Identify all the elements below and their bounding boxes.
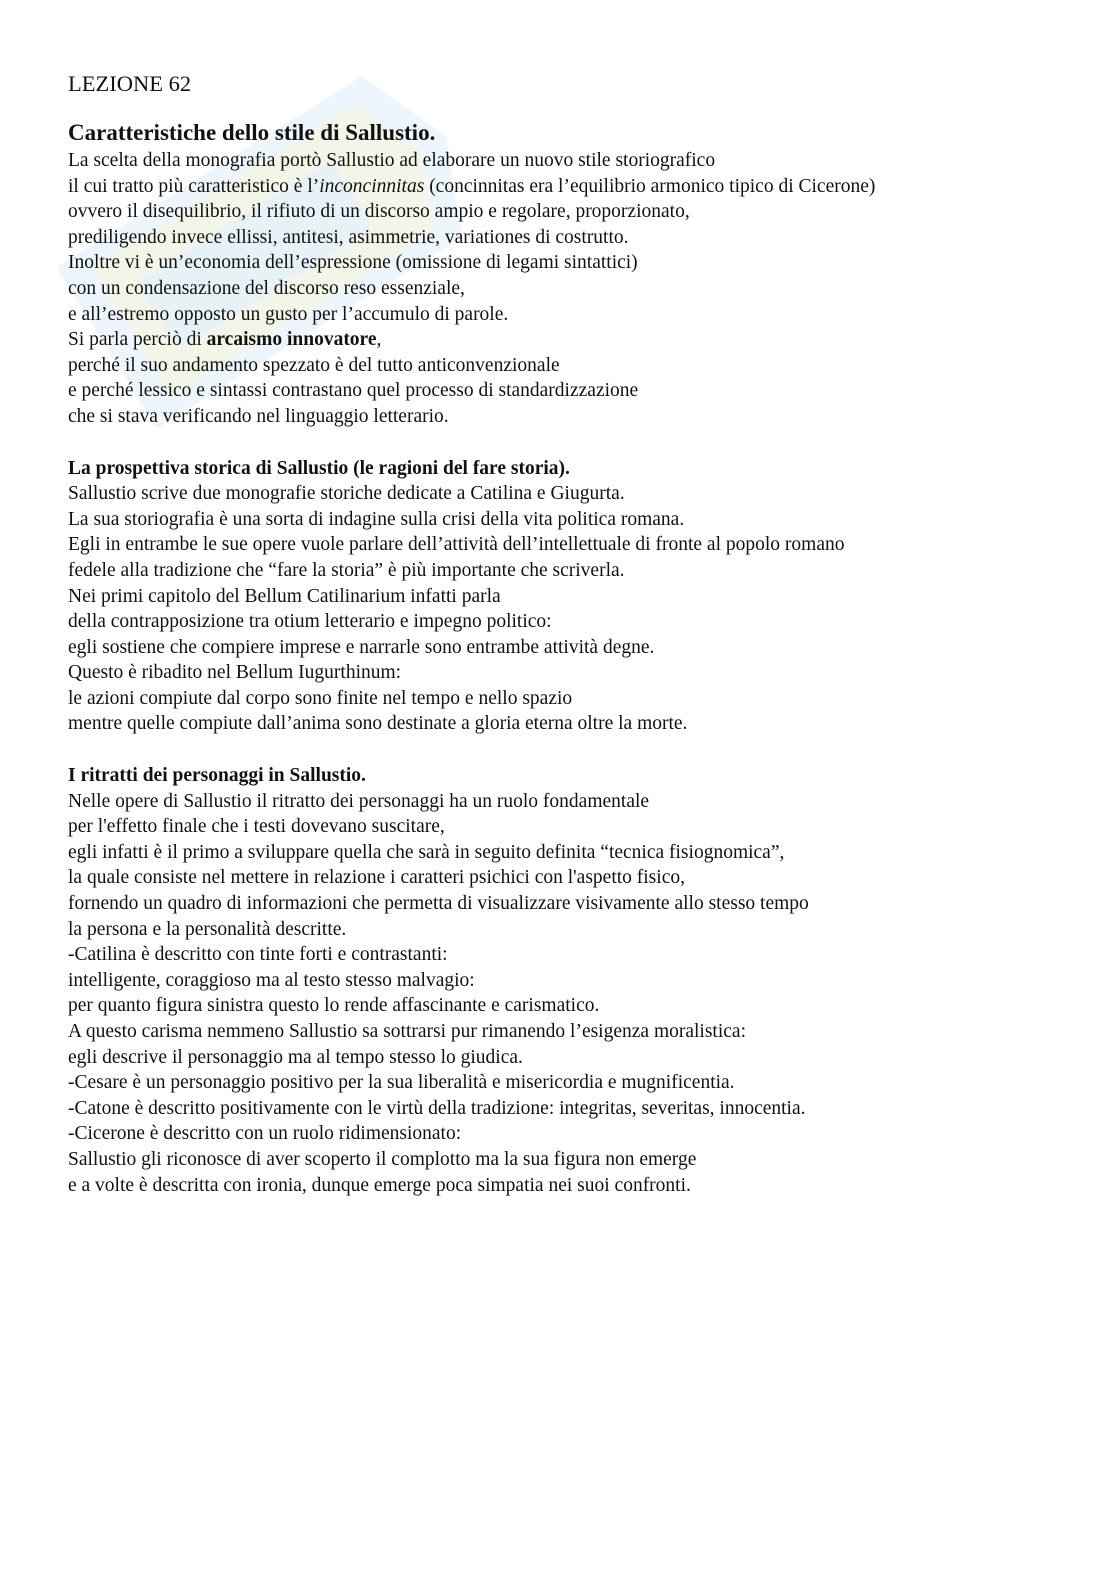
text-line: La scelta della monografia portò Sallustio ad elaborare un nuovo stile storiografico	[68, 150, 716, 171]
text-line: Inoltre vi è un’economia dell’espressione (omissione di legami sintattici)	[68, 252, 638, 274]
text-line: A questo carisma nemmeno Sallustio sa sottrarsi pur rimanendo l’esigenza moralistica:	[68, 1021, 746, 1042]
text-line: mentre quelle compiute dall’anima sono destinate a gloria eterna oltre la morte.	[68, 713, 688, 735]
text-line: -Catilina è descritto con tinte forti e contrastanti:	[68, 944, 448, 966]
text-line: che si stava verificando nel linguaggio letterario.	[68, 405, 449, 427]
text-line: il cui tratto più caratteristico è l’inconcinnitas (concinnitas era l’equilibrio armonico tipico di Cicerone)	[68, 175, 876, 197]
text-line: la quale consiste nel mettere in relazione i caratteri psichici con l'aspetto fisico,	[68, 867, 685, 889]
text-line: -Catone è descritto positivamente con le virtù della tradizione: integritas, severitas, innocentia.	[68, 1097, 806, 1119]
text-line: Sallustio scrive due monografie storiche dedicate a Catilina e Giugurta.	[68, 483, 625, 505]
text-line: con un condensazione del discorso reso essenziale,	[68, 277, 465, 299]
text-line: egli sostiene che compiere imprese e narrarle sono entrambe attività degne.	[68, 636, 655, 658]
lesson-label: LEZIONE 62	[68, 71, 192, 96]
text-line: -Cicerone è descritto con un ruolo ridimensionato:	[68, 1123, 462, 1145]
text-line: per quanto figura sinistra questo lo rende affascinante e carismatico.	[68, 995, 600, 1017]
text-line: e perché lessico e sintassi contrastano quel processo di standardizzazione	[68, 380, 639, 402]
text-line: ovvero il disequilibrio, il rifiuto di un discorso ampio e regolare, proporzionato,	[68, 201, 690, 223]
section-historical-perspective	[68, 456, 1068, 738]
text-line: Si parla perciò di arcaismo innovatore,	[68, 329, 382, 351]
text-line: e all’estremo opposto un gusto per l’accumulo di parole.	[68, 303, 509, 325]
text-line: egli descrive il personaggio ma al tempo stesso lo giudica.	[68, 1046, 523, 1068]
text-line: fornendo un quadro di informazioni che permetta di visualizzare visivamente allo stesso tempo	[68, 893, 809, 915]
text-line: La sua storiografia è una sorta di indagine sulla crisi della vita politica romana.	[68, 508, 685, 530]
section-heading: I ritratti dei personaggi in Sallustio.	[68, 765, 366, 787]
text-line: per l'effetto finale che i testi dovevano suscitare,	[68, 816, 445, 838]
text-line: le azioni compiute dal corpo sono finite nel tempo e nello spazio	[68, 687, 573, 709]
section-portraits	[68, 763, 1068, 1198]
text-line: Sallustio gli riconosce di aver scoperto il complotto ma la sua figura non emerge	[68, 1148, 697, 1170]
section-heading: La prospettiva storica di Sallustio (le ragioni del fare storia).	[68, 457, 570, 479]
text-line: della contrapposizione tra otium letterario e impegno politico:	[68, 611, 552, 633]
text-line: Nelle opere di Sallustio il ritratto dei personaggi ha un ruolo fondamentale	[68, 790, 650, 812]
document-page	[68, 70, 1068, 1224]
text-line: fedele alla tradizione che “fare la storia” è più importante che scriverla.	[68, 559, 625, 581]
text-line: Egli in entrambe le sue opere vuole parlare dell’attività dell’intellettuale di fronte al popolo romano	[68, 534, 845, 556]
text-line: egli infatti è il primo a sviluppare quella che sarà in seguito definita “tecnica fisiognomica”,	[68, 841, 785, 863]
bold-term: arcaismo innovatore	[206, 329, 377, 351]
text-line: prediligendo invece ellissi, antitesi, asimmetrie, variationes di costrutto.	[68, 226, 629, 248]
section-heading: Caratteristiche dello stile di Sallustio.	[68, 120, 436, 145]
section-style	[68, 118, 1068, 430]
text-line: intelligente, coraggioso ma al testo stesso malvagio:	[68, 969, 475, 991]
text-line: e a volte è descritta con ironia, dunque emerge poca simpatia nei suoi confronti.	[68, 1174, 691, 1196]
italic-term: inconcinnitas	[319, 175, 425, 197]
text-line: Nei primi capitolo del Bellum Catilinarium infatti parla	[68, 585, 501, 607]
text-line: perché il suo andamento spezzato è del tutto anticonvenzionale	[68, 354, 560, 376]
text-line: la persona e la personalità descritte.	[68, 918, 347, 940]
text-line: Questo è ribadito nel Bellum Iugurthinum:	[68, 662, 402, 684]
text-line: -Cesare è un personaggio positivo per la sua liberalità e misericordia e mugnificentia.	[68, 1072, 735, 1094]
